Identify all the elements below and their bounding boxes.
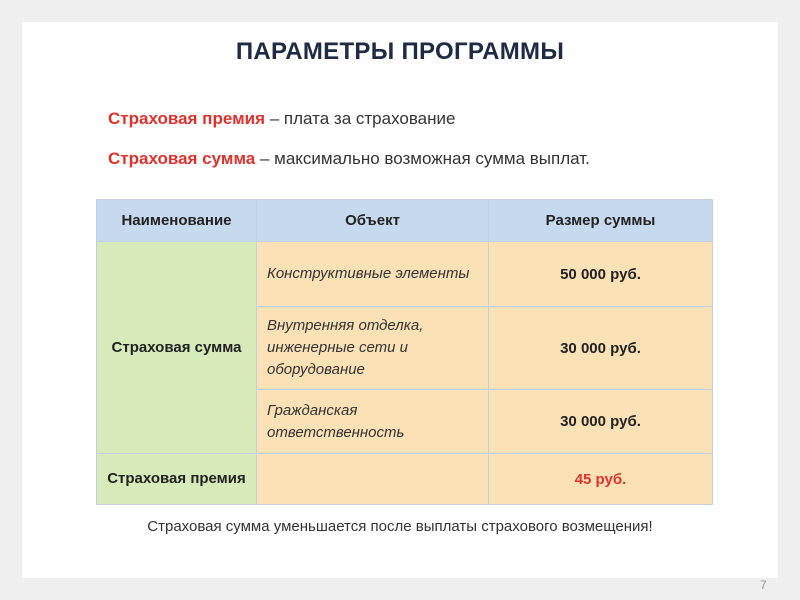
header-amount: Размер суммы — [489, 200, 713, 242]
definition-sum — [108, 149, 590, 169]
object-cell: Конструктивные элементы — [257, 242, 489, 307]
row-group-name: Страховая премия — [97, 454, 257, 505]
amount-cell: 45 руб. — [489, 454, 713, 505]
slide-title: ПАРАМЕТРЫ ПРОГРАММЫ — [235, 38, 565, 65]
table-row — [97, 454, 713, 505]
definition-text: – плата за страхование — [265, 109, 456, 128]
table-header-row — [97, 200, 713, 242]
object-cell: Гражданская ответственность — [257, 390, 489, 454]
amount-cell: 30 000 руб. — [489, 307, 713, 390]
definition-term: Страховая сумма — [108, 149, 256, 168]
object-cell — [257, 454, 489, 505]
page-number: 7 — [760, 578, 767, 592]
header-name: Наименование — [97, 200, 257, 242]
object-cell: Внутренняя отделка, инженерные сети и оборудование — [257, 307, 489, 390]
definition-term: Страховая премия — [108, 109, 266, 128]
definition-text: – максимально возможная сумма выплат. — [255, 149, 590, 168]
table-row — [97, 242, 713, 307]
amount-cell: 30 000 руб. — [489, 390, 713, 454]
parameters-table — [96, 199, 713, 505]
amount-cell: 50 000 руб. — [489, 242, 713, 307]
footnote: Страховая сумма уменьшается после выплаты страхового возмещения! — [147, 518, 653, 535]
definition-premium — [108, 109, 455, 129]
row-group-name: Страховая сумма — [97, 242, 257, 454]
header-object: Объект — [257, 200, 489, 242]
